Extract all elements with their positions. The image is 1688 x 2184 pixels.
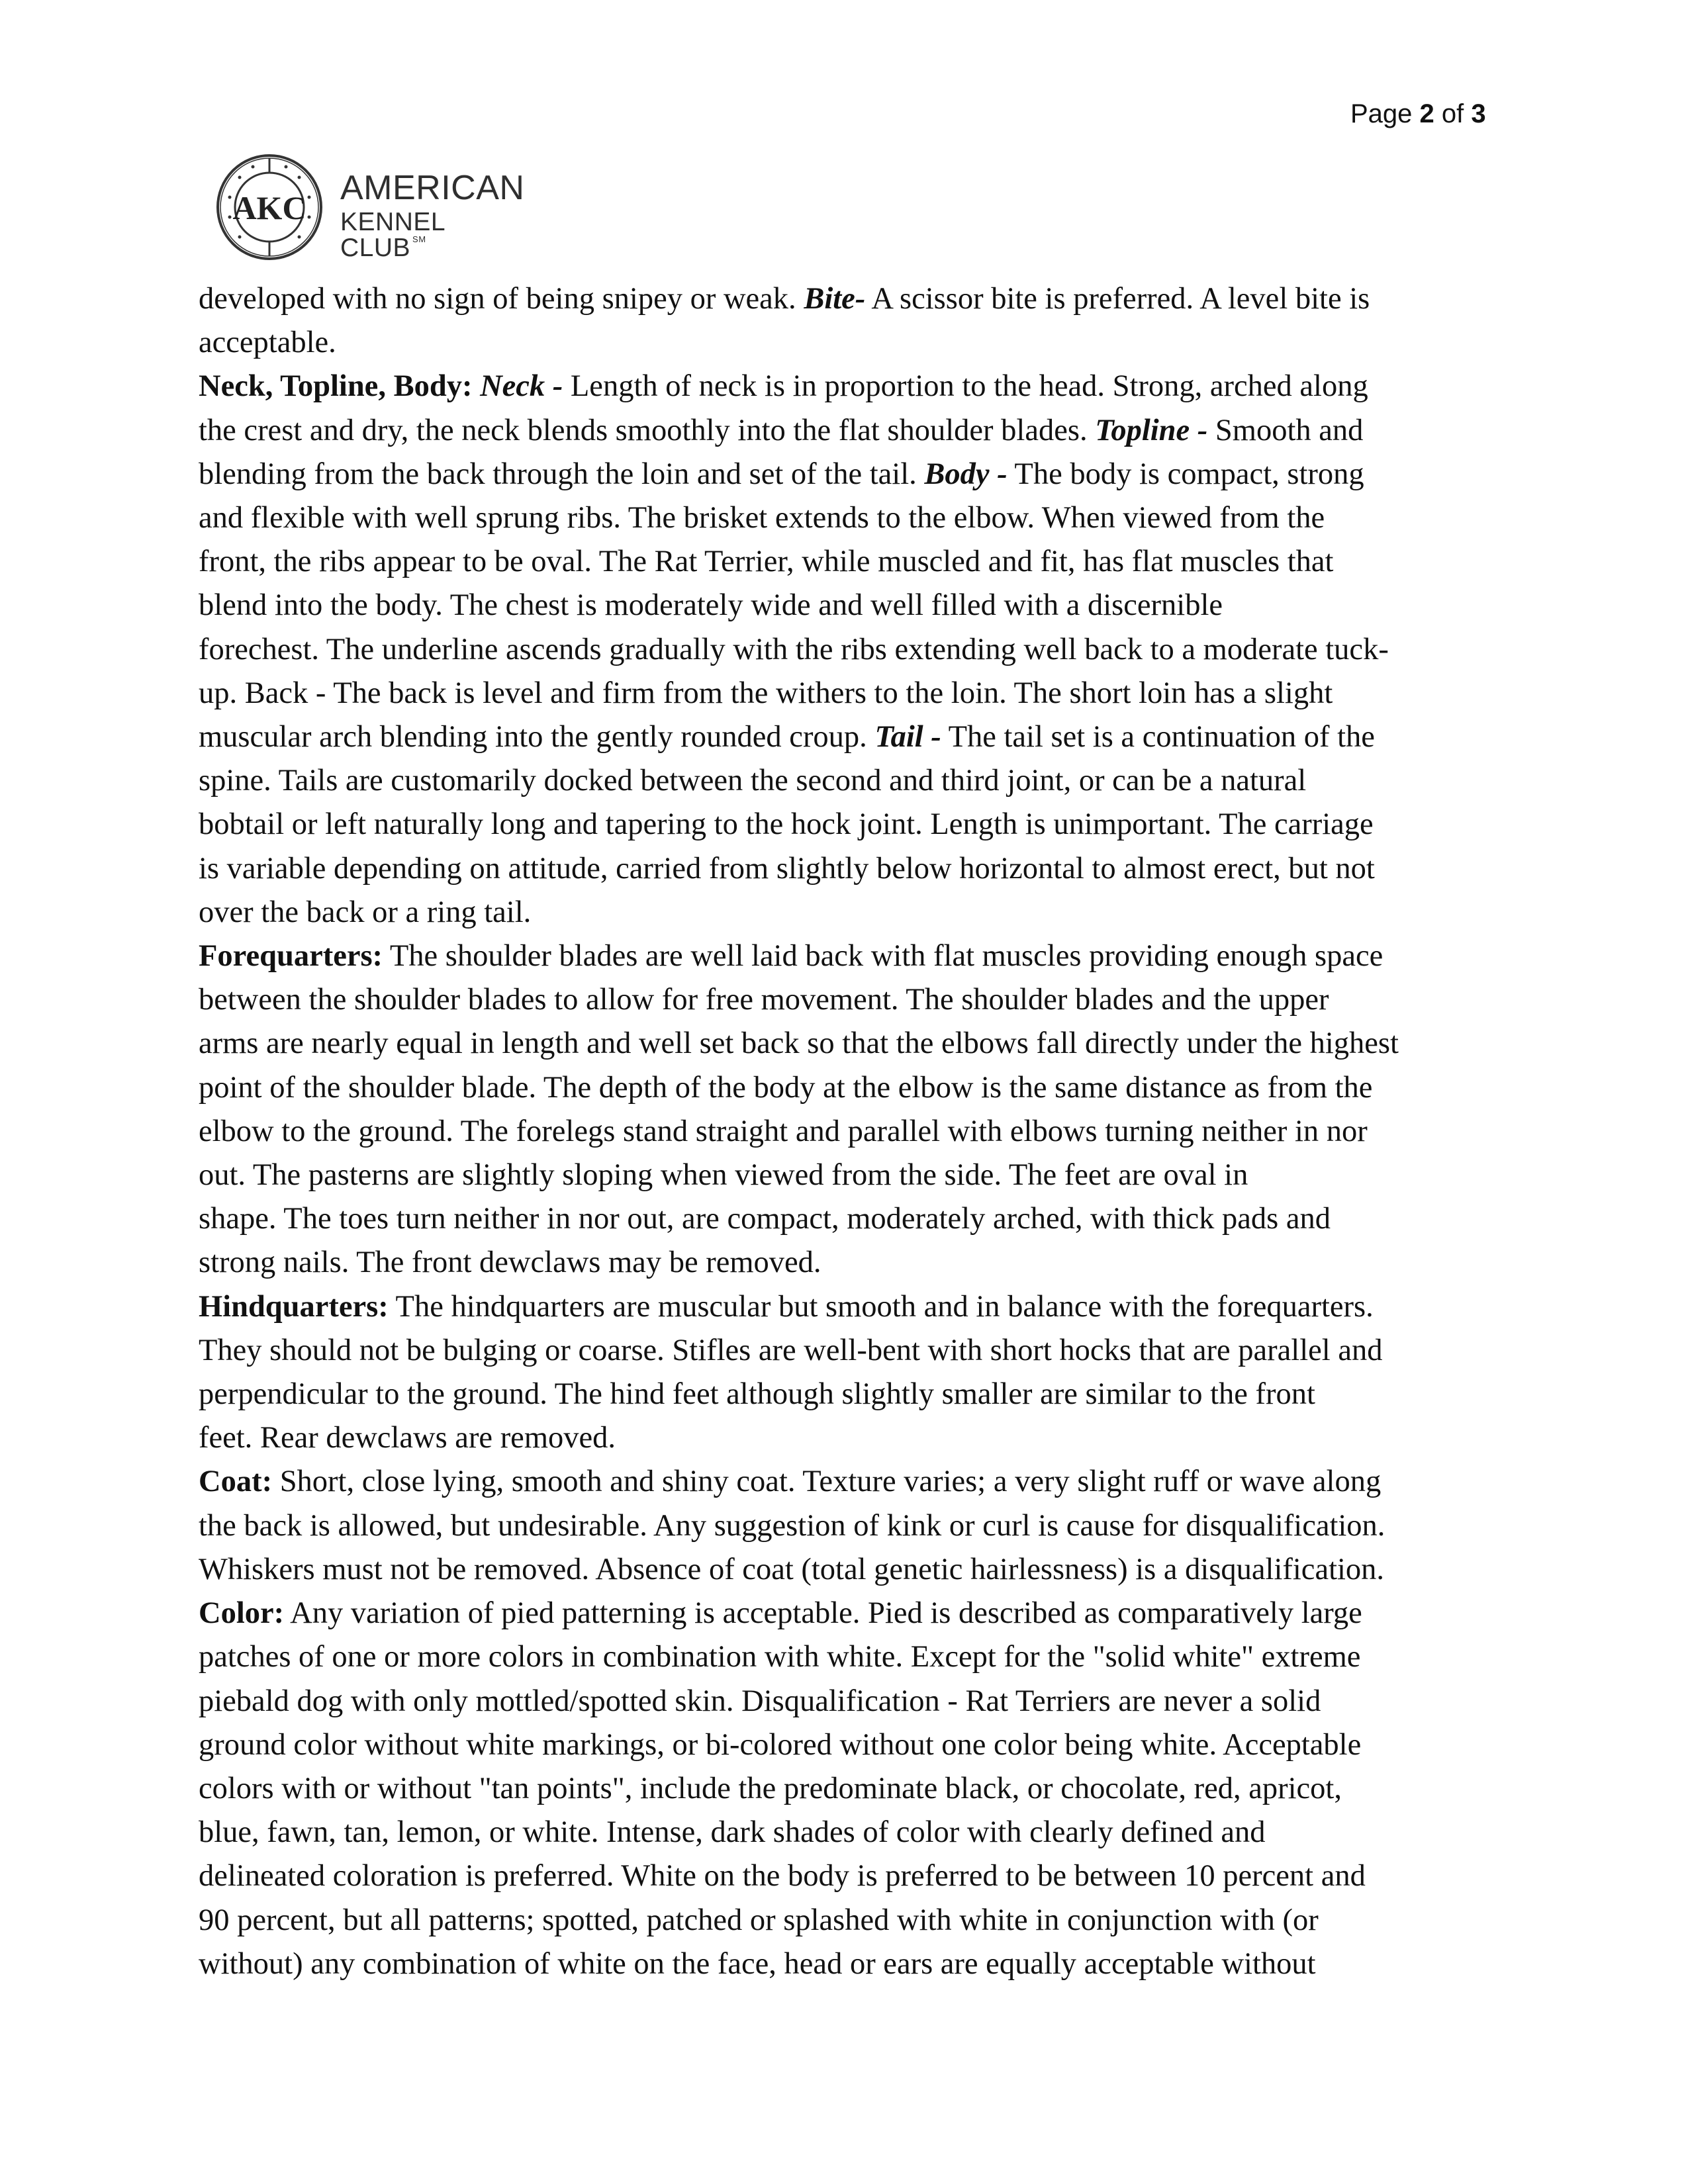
akc-logo xyxy=(213,151,525,263)
text-line xyxy=(199,672,1496,715)
text-line xyxy=(199,453,1496,496)
text-line xyxy=(199,628,1496,672)
text-line xyxy=(199,1811,1496,1854)
text-line xyxy=(199,409,1496,453)
text-run: piebald dog with only mottled/spotted skin. Disqualification - Rat Terriers are never a solid xyxy=(199,1684,1321,1718)
text-run: up. Back - The back is level and firm from the withers to the loin. The short loin has a slight xyxy=(199,676,1333,710)
text-run: arms are nearly equal in length and well set back so that the elbows fall directly under the highest xyxy=(199,1026,1399,1061)
text-line xyxy=(199,1241,1496,1285)
text-line xyxy=(199,1854,1496,1898)
text-run: the crest and dry, the neck blends smoothly into the flat shoulder blades. xyxy=(199,413,1096,447)
text-line xyxy=(199,1635,1496,1679)
text-run: front, the ribs appear to be oval. The Rat Terrier, while muscled and fit, has flat muscles that xyxy=(199,545,1334,579)
text-run: out. The pasterns are slightly sloping when viewed from the side. The feet are oval in xyxy=(199,1158,1248,1193)
text-line xyxy=(199,891,1496,934)
emphasized-text: Neck - xyxy=(480,369,563,404)
logo-line-kennel-club: KENNEL CLUB ℠ xyxy=(340,208,445,262)
emphasized-text: Topline - xyxy=(1095,413,1208,447)
text-run: Short, close lying, smooth and shiny coat. Texture varies; a very slight ruff or wave along xyxy=(272,1465,1382,1499)
text-run: spine. Tails are customarily docked between the second and third joint, or can be a natural xyxy=(199,764,1307,798)
text-line xyxy=(199,584,1496,627)
text-line xyxy=(199,759,1496,803)
logo-wordmark xyxy=(340,171,524,261)
text-run: bobtail or left naturally long and tapering to the hock joint. Length is unimportant. The carriage xyxy=(199,807,1374,842)
standard-body-text xyxy=(199,277,1496,1986)
text-run: The tail set is a continuation of the xyxy=(941,720,1375,754)
text-run: without) any combination of white on the face, head or ears are equally acceptable without xyxy=(199,1946,1316,1981)
text-run: Length of neck is in proportion to the head. Strong, arched along xyxy=(563,369,1368,404)
text-run: is variable depending on attitude, carried from slightly below horizontal to almost erect, but not xyxy=(199,851,1375,886)
text-line xyxy=(199,277,1496,321)
text-line xyxy=(199,1899,1496,1942)
text-run: delineated coloration is preferred. White on the body is preferred to be between 10 percent and xyxy=(199,1859,1366,1893)
emphasized-text: Hindquarters: xyxy=(199,1289,389,1324)
text-line xyxy=(199,1373,1496,1416)
text-run: shape. The toes turn neither in nor out, are compact, moderately arched, with thick pads and xyxy=(199,1202,1331,1236)
akc-seal-icon xyxy=(213,151,326,263)
emphasized-text: Bite- xyxy=(804,282,866,316)
logo-line-american: AMERICAN xyxy=(340,169,525,207)
text-line xyxy=(199,1197,1496,1241)
text-run: blend into the body. The chest is moderately wide and well filled with a discernible xyxy=(199,588,1223,623)
text-line xyxy=(199,365,1496,408)
text-line xyxy=(199,934,1496,978)
emphasized-text: Tail - xyxy=(874,720,941,754)
text-line xyxy=(199,1329,1496,1373)
text-line xyxy=(199,1154,1496,1197)
text-line xyxy=(199,321,1496,365)
emphasized-text: Body - xyxy=(924,457,1008,491)
text-run: ground color without white markings, or bi-colored without one color being white. Acceptable xyxy=(199,1727,1362,1762)
text-line xyxy=(199,1022,1496,1066)
text-line xyxy=(199,1942,1496,1986)
emphasized-text: Coat: xyxy=(199,1465,273,1499)
seal-lettering: AKC xyxy=(232,189,306,226)
text-run: blue, fawn, tan, lemon, or white. Intense, dark shades of color with clearly defined and xyxy=(199,1815,1266,1850)
text-line xyxy=(199,1680,1496,1723)
text-run: The body is compact, strong xyxy=(1007,457,1364,491)
text-run: 90 percent, but all patterns; spotted, patched or splashed with white in conjunction with (or xyxy=(199,1903,1319,1937)
text-run: Whiskers must not be removed. Absence of coat (total genetic hairlessness) is a disqualification. xyxy=(199,1552,1385,1586)
text-line xyxy=(199,1767,1496,1811)
text-run: perpendicular to the ground. The hind feet although slightly smaller are similar to the front xyxy=(199,1377,1315,1412)
text-line xyxy=(199,803,1496,846)
text-line xyxy=(199,1110,1496,1154)
text-run: Smooth and xyxy=(1207,413,1364,447)
text-run: Any variation of pied patterning is acceptable. Pied is described as comparatively large xyxy=(284,1596,1362,1631)
text-line xyxy=(199,1066,1496,1110)
text-line xyxy=(199,1416,1496,1460)
text-line xyxy=(199,1548,1496,1592)
text-run: acceptable. xyxy=(199,326,336,360)
text-run: blending from the back through the loin and set of the tail. xyxy=(199,457,925,491)
text-run: The shoulder blades are well laid back with flat muscles providing enough space xyxy=(383,939,1383,974)
text-run: The hindquarters are muscular but smooth and in balance with the forequarters. xyxy=(388,1289,1374,1324)
emphasized-text: Forequarters: xyxy=(199,939,383,974)
text-run: patches of one or more colors in combination with white. Except for the "solid white" extreme xyxy=(199,1640,1361,1674)
text-line xyxy=(199,978,1496,1022)
emphasized-text: Color: xyxy=(199,1596,285,1631)
text-run: developed with no sign of being snipey or weak. xyxy=(199,282,804,316)
text-run: point of the shoulder blade. The depth of the body at the elbow is the same distance as from the xyxy=(199,1070,1373,1105)
text-line xyxy=(199,715,1496,759)
text-line xyxy=(199,1723,1496,1767)
text-line xyxy=(199,847,1496,891)
text-run: over the back or a ring tail. xyxy=(199,895,532,929)
text-run: and flexible with well sprung ribs. The brisket extends to the elbow. When viewed from the xyxy=(199,501,1325,535)
text-run: feet. Rear dewclaws are removed. xyxy=(199,1421,616,1455)
text-run: muscular arch blending into the gently rounded croup. xyxy=(199,720,875,754)
text-line xyxy=(199,1504,1496,1548)
text-run: strong nails. The front dewclaws may be removed. xyxy=(199,1246,821,1280)
text-line xyxy=(199,1592,1496,1635)
text-run: colors with or without "tan points", include the predominate black, or chocolate, red, apricot, xyxy=(199,1771,1342,1805)
page-number: Page 2 of 3 xyxy=(1350,99,1486,128)
emphasized-text: Neck, Topline, Body: xyxy=(199,369,481,404)
text-line xyxy=(199,1285,1496,1329)
text-run: elbow to the ground. The forelegs stand straight and parallel with elbows turning neither in nor xyxy=(199,1114,1368,1148)
text-run: the back is allowed, but undesirable. Any suggestion of kink or curl is cause for disqualification. xyxy=(199,1508,1385,1543)
text-line xyxy=(199,1460,1496,1504)
text-line xyxy=(199,496,1496,540)
text-run: forechest. The underline ascends gradually with the ribs extending well back to a moderate tuck- xyxy=(199,632,1389,666)
text-line xyxy=(199,540,1496,584)
text-run: between the shoulder blades to allow for free movement. The shoulder blades and the upper xyxy=(199,983,1329,1017)
text-run: They should not be bulging or coarse. Stifles are well-bent with short hocks that are parallel and xyxy=(199,1333,1383,1367)
text-run: A scissor bite is preferred. A level bite is xyxy=(865,282,1370,316)
